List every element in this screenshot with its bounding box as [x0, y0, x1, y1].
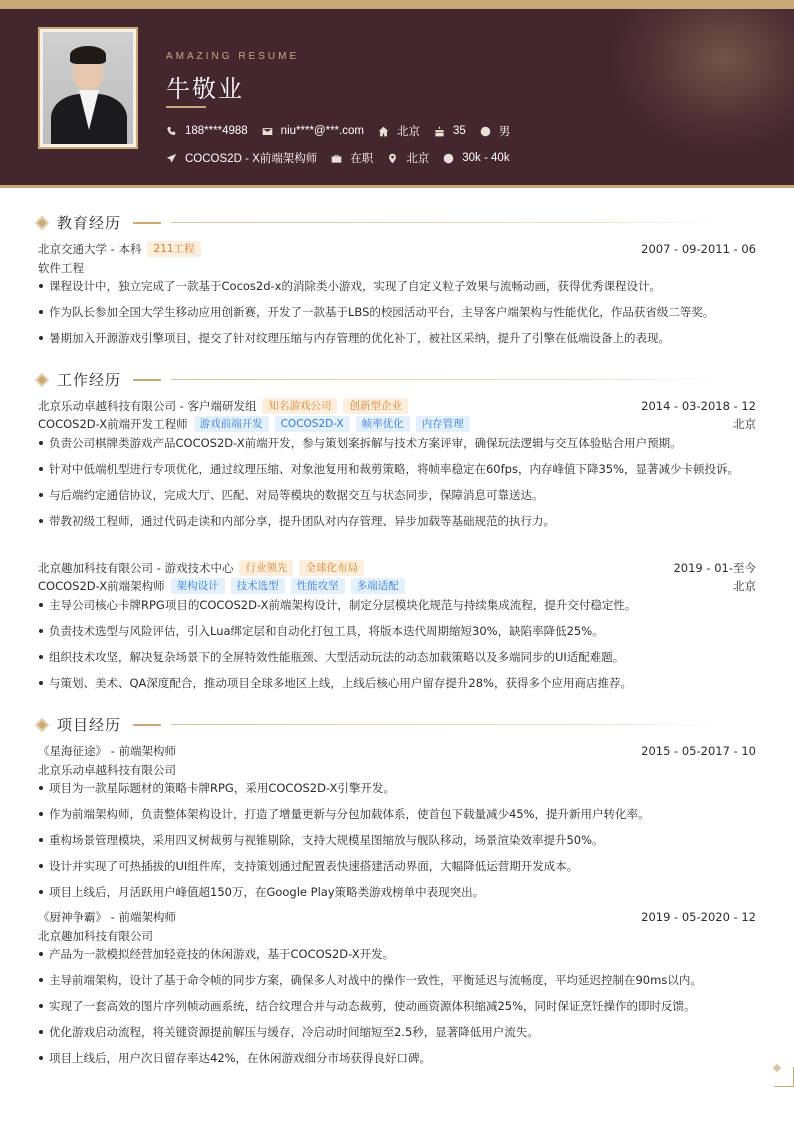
job-date: 2019 - 01-至今 — [673, 561, 756, 575]
list-item: 负责公司棋牌类游戏产品COCOS2D-X前端开发，参与策划案拆解与技术方案评审，确保玩法逻辑与交互体验贴合用户预期。 — [38, 432, 756, 454]
target-city-item — [387, 150, 429, 166]
skill-tag: COCOS2D-X — [275, 416, 350, 432]
profile-photo — [43, 32, 133, 144]
work-section-title — [34, 369, 724, 390]
company-name: 北京乐动卓越科技有限公司 - 客户端研发组 — [38, 399, 257, 413]
header-glow — [614, 9, 794, 149]
job-role-head — [38, 578, 756, 594]
list-item: 负责技术选型与风险评估，引入Lua绑定层和自动化打包工具，将版本迭代周期缩短30%，缺陷率降低25%。 — [38, 620, 756, 642]
diamond-icon — [35, 215, 49, 229]
resume-eyebrow: AMAZING RESUME — [166, 51, 300, 62]
list-item: 项目为一款星际题材的策略卡牌RPG，采用COCOS2D-X引擎开发。 — [38, 777, 756, 799]
job-bullets — [38, 594, 756, 698]
education-date: 2007 - 09-2011 - 06 — [641, 242, 756, 256]
list-item: 优化游戏启动流程，将关键资源提前解压与缓存，冷启动时间缩短至2.5秒，显著降低用户流失。 — [38, 1021, 756, 1043]
age-item — [434, 125, 466, 137]
list-item: 设计并实现了可热插拔的UI组件库，支持策划通过配置表快速搭建活动界面，大幅降低运营期开发成本。 — [38, 855, 756, 877]
gender-text: 男 — [498, 126, 511, 138]
list-item: 项目上线后，月活跃用户峰值超150万，在Google Play策略类游戏榜单中表现突出。 — [38, 881, 756, 903]
education-bullets — [38, 275, 756, 353]
age-text: 35 — [452, 125, 466, 137]
skill-tag: 多端适配 — [351, 578, 405, 594]
section-label: 项目经历 — [57, 716, 122, 734]
job-entry-head — [38, 560, 756, 576]
location-pin-icon — [387, 153, 398, 164]
job-date: 2014 - 03-2018 - 12 — [641, 399, 756, 413]
top-accent-bar — [0, 0, 794, 9]
list-item: 暑期加入开源游戏引擎项目，提交了针对纹理压缩与内存管理的优化补丁，被社区采纳，提升了引擎在低端设备上的表现。 — [38, 327, 756, 349]
salary-item — [443, 152, 509, 164]
project-entry-head — [38, 743, 756, 759]
project-company: 北京乐动卓越科技有限公司 — [38, 763, 176, 777]
job-city: 北京 — [733, 579, 756, 593]
list-item: 实现了一套高效的图片序列帧动画系统，结合纹理合并与动态裁剪，使动画资源体积缩减25%，同时保证烹饪操作的即时反馈。 — [38, 995, 756, 1017]
skill-tag: 内存管理 — [416, 416, 470, 432]
hometown-item — [378, 123, 420, 139]
job-bullets — [38, 432, 756, 536]
list-item: 课程设计中，独立完成了一款基于Cocos2d-x的消除类小游戏，实现了自定义粒子效果与流畅动画，获得优秀课程设计。 — [38, 275, 756, 297]
company-tag: 行业领先 — [239, 560, 293, 576]
list-item: 与后端约定通信协议，完成大厅、匹配、对局等模块的数据交互与状态同步，保障消息可靠送达。 — [38, 484, 756, 506]
job-status-item — [331, 150, 373, 166]
email-item — [262, 125, 364, 137]
list-item: 作为前端架构师，负责整体架构设计，打造了增量更新与分包加载体系，使首包下载量减少45%，提升新用户转化率。 — [38, 803, 756, 825]
gender-item — [480, 123, 511, 139]
education-section-title — [34, 212, 724, 233]
job-role: COCOS2D-X前端架构师 — [38, 579, 165, 593]
company-tag: 全球化布局 — [299, 560, 364, 576]
home-icon — [378, 126, 389, 137]
project-name: 《星海征途》 - 前端架构师 — [38, 744, 176, 758]
skill-tag: 游戏前端开发 — [194, 416, 269, 432]
skill-tag: 性能攻坚 — [291, 578, 345, 594]
section-label: 工作经历 — [57, 371, 122, 389]
job-row — [166, 150, 524, 166]
contact-row — [166, 123, 524, 139]
send-icon — [166, 153, 177, 164]
projects-section-title — [34, 714, 724, 735]
skill-tag: 技术选型 — [231, 578, 285, 594]
project-entry-head — [38, 909, 756, 925]
project-date: 2019 - 05-2020 - 12 — [641, 910, 756, 924]
list-item: 产品为一款模拟经营加轻竞技的休闲游戏，基于COCOS2D-X开发。 — [38, 943, 756, 965]
phone-text: 188****4988 — [185, 125, 248, 137]
salary-text: 30k - 40k — [462, 152, 510, 164]
job-role-head — [38, 416, 756, 432]
list-item: 主导前端架构，设计了基于命令帧的同步方案，确保多人对战中的操作一致性，平衡延迟与流畅度，平均延迟控制在90ms以内。 — [38, 969, 756, 991]
target-position-text: COCOS2D - X前端架构师 — [185, 153, 318, 165]
project-bullets — [38, 943, 756, 1073]
school-name: 北京交通大学 - 本科 — [38, 242, 142, 256]
list-item: 针对中低端机型进行专项优化，通过纹理压缩、对象池复用和裁剪策略，将帧率稳定在60fps，内存峰值下降35%，显著减少卡顿投诉。 — [38, 458, 756, 480]
skill-tag: 架构设计 — [171, 578, 225, 594]
phone-item — [166, 125, 248, 137]
corner-ornament — [774, 1067, 794, 1087]
company-tag: 知名游戏公司 — [262, 398, 337, 414]
list-item: 重构场景管理模块，采用四叉树裁剪与视锥剔除，支持大规模星图缩放与舰队移动，场景渲染效率提升50%。 — [38, 829, 756, 851]
candidate-name: 牛敬业 — [166, 75, 244, 103]
job-status-text: 在职 — [350, 153, 374, 165]
skill-tag: 帧率优化 — [356, 416, 410, 432]
phone-icon — [166, 126, 177, 137]
briefcase-icon — [331, 153, 342, 164]
resume-header — [0, 9, 794, 187]
list-item: 作为队长参加全国大学生移动应用创新赛，开发了一款基于LBS的校园活动平台，主导客户端架构与性能优化，作品获省级二等奖。 — [38, 301, 756, 323]
money-icon — [443, 153, 454, 164]
project-company: 北京趣加科技有限公司 — [38, 929, 153, 943]
diamond-icon — [35, 372, 49, 386]
gender-icon — [480, 126, 491, 137]
profile-photo-frame — [38, 27, 138, 149]
job-entry-head — [38, 398, 756, 414]
list-item: 与策划、美术、QA深度配合，推动项目全球多地区上线，上线后核心用户留存提升28%，获得多个应用商店推荐。 — [38, 672, 756, 694]
target-position-item — [166, 150, 317, 166]
project-date: 2015 - 05-2017 - 10 — [641, 744, 756, 758]
project-name: 《厨神争霸》 - 前端架构师 — [38, 910, 176, 924]
cake-icon — [434, 126, 445, 137]
hometown-text: 北京 — [396, 126, 420, 138]
diamond-icon — [35, 717, 49, 731]
mail-icon — [262, 126, 273, 137]
header-divider — [0, 185, 794, 188]
job-city: 北京 — [733, 417, 756, 431]
name-underline — [166, 106, 206, 108]
project-bullets — [38, 777, 756, 907]
list-item: 带教初级工程师，通过代码走读和内部分享，提升团队对内存管理、异步加载等基础规范的执行力。 — [38, 510, 756, 532]
list-item: 项目上线后，用户次日留存率达42%，在休闲游戏细分市场获得良好口碑。 — [38, 1047, 756, 1069]
company-name: 北京趣加科技有限公司 - 游戏技术中心 — [38, 561, 234, 575]
major: 软件工程 — [38, 261, 84, 275]
list-item: 主导公司核心卡牌RPG项目的COCOS2D-X前端架构设计，制定分层模块化规范与持续集成流程，提升交付稳定性。 — [38, 594, 756, 616]
list-item: 组织技术攻坚，解决复杂场景下的全屏特效性能瓶颈、大型活动玩法的动态加载策略以及多端同步的UI适配难题。 — [38, 646, 756, 668]
target-city-text: 北京 — [406, 153, 430, 165]
school-tag: 211工程 — [147, 241, 200, 257]
job-role: COCOS2D-X前端开发工程师 — [38, 417, 188, 431]
email-text: niu****@***.com — [280, 125, 364, 137]
education-entry-head — [38, 241, 756, 257]
company-tag: 创新型企业 — [343, 398, 408, 414]
section-label: 教育经历 — [57, 214, 122, 232]
